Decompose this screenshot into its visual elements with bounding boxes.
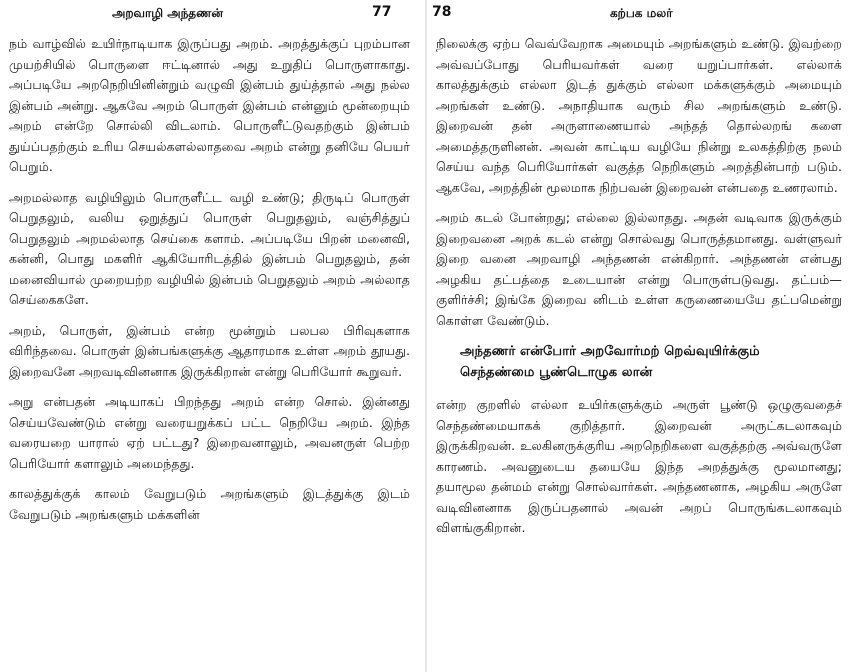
paragraph: நம் வாழ்வில் உயிர்நாடியாக இருப்பது அறம். அறத்துக்குப் புறம்பான முயற்சியில் பொருளை ஈட்டினால் அது உறுதிப் பொருளாகாது. அப்படியே அறநெறியினின்றும் வழுவி இன்பம் துய்த்தால் அது நல்ல இன்பம் அன்று. ஆகவே அறம் பொருள் இன்பம் என்னும் மூன்றையும் அறம் என்றே சொல்லி விடலாம். பொருளீட்டுவதற்கும் இன்பம் துய்ப்பதற்கும் உரிய செயல்களல்லாதவை அறம் என்று தனியே பெயர் பெறும். [9,36,410,174]
kural-verse [428,341,852,383]
paragraph: அறு என்பதன் அடியாகப் பிறந்தது அறம் என்ற சொல். இன்னது செய்யவேண்டும் என்று வரையறுக்கப் பட்ட நெறியே அறம். இந்த வரையறை யாரால் ஏற் பட்டது? இறைவனாலும், அவனருள் பெற்ற பெரியோர் களாலும் அமைந்தது. [9,394,410,471]
page-body [0,34,424,535]
right-page [428,0,852,672]
paragraph: அறம், பொருள், இன்பம் என்ற மூன்றும் பலபல பிரிவுகளாக விரிந்தவை. பொருள் இன்பங்களுக்கு ஆதாரமாக உள்ள அறம் தூயது. இறைவனே அறவடிவினனாக இருக்கிறான் என்று பெரியோர் கூறுவர். [9,322,410,379]
page-body [428,34,852,549]
paragraph: அறம் கடல் போன்றது; எல்லை இல்லாதது. அதன் வடிவாக இருக்கும் இறைவனை அறக் கடல் என்று சொல்வது பொருத்தமானது. வள்ளுவர் இறை வனை அறவாழி அந்தணன் என்கிறார். அந்தணன் என்பது அழகிய தட்பத்தை உடையான் என்று பொருள்படுவது. தட்பம்—குளிர்ச்சி; இங்கே இறைவ னிடம் உள்ள கருணையையே தட்பமென்று கொள்ள வேண்டும். [436,210,842,328]
paragraph: காலத்துக்குக் காலம் வேறுபடும் அறங்களும் இடத்துக்கு இடம் வேறுபடும் அறங்களும் மக்களின் [9,486,410,522]
page-number: 78 [432,4,452,20]
running-header: கற்பக மலர் [610,6,673,20]
paragraph: நிலைக்கு ஏற்ப வெவ்வேறாக அமையும் அறங்களும் உண்டு. இவற்றை அவ்வப்போது பெரியவர்கள் வரை யறுப்பார்கள். எல்லாக் காலத்துக்கும் எல்லா இடத் துக்கும் எல்லா மக்களுக்கும் அமையும் அறங்கள் உண்டு. அநாதியாக வரும் சில அறங்களும் உண்டு. இறைவன் தன் அருளாணையால் அந்தத் தொல்லறங் களை அமைத்தருளினன். அவன் காட்டிய வழியே நின்று உலகத்திற்கு நலம் செய்ய வந்த பெரியோர்கள் வகுத்த நெறிகளும் அறத்தின்பாற் படும். ஆகவே, அறத்தின் மூலமாக நிற்பவன் இறைவன் என்பதை உணரலாம். [436,36,842,195]
paragraph: என்ற குறளில் எல்லா உயிர்களுக்கும் அருள் பூண்டு ஒழுகுவதைச் செந்தண்மையாகக் குறித்தார். இறைவன் அருட்கடலாகவும் இருக்கிறவன். உலகினருக்குரிய அறநெறிகளை வகுத்தற்கு அவ்வருளே காரணம். அவனுடைய தயையே இந்த அறத்துக்கு மூலமானது; தயாமூல தன்மம் என்று சொல்வார்கள். அந்தணனாக, அழகிய அருளே வடிவினனாக இருப்பதனால் அவன் அறப் பொருங்கடலாகவும் விளங்குகிறான். [436,397,842,535]
page-number: 77 [372,4,392,20]
verse-line: அந்தணர் என்போர் அறவோர்மற் றெவ்வுயிர்க்கும் [460,344,760,359]
gutter [425,0,427,672]
paragraph: அறமல்லாத வழியிலும் பொருளீட்ட வழி உண்டு; திருடிப் பொருள் பெறுதலும், வலிய ஒறுத்துப் பொருள் பெறுதலும், வஞ்சித்துப் பெறுதலும் அறமல்லாத செய்கை களாம். அப்படியே பிறன் மனைவி, கன்னி, பொது மகளிர் ஆகியோரிடத்தில் இன்பம் பெறுதலும், தன் மனைவியால் முறையற்ற வழியில் இன்பம் பெறுதலும் அறம் அல்லாத செய்கைகளே. [9,189,410,307]
running-header: அறவாழி அந்தணன் [112,6,224,20]
verse-line: செந்தண்மை பூண்டொழுக லான் [460,365,653,380]
left-page [0,0,424,672]
